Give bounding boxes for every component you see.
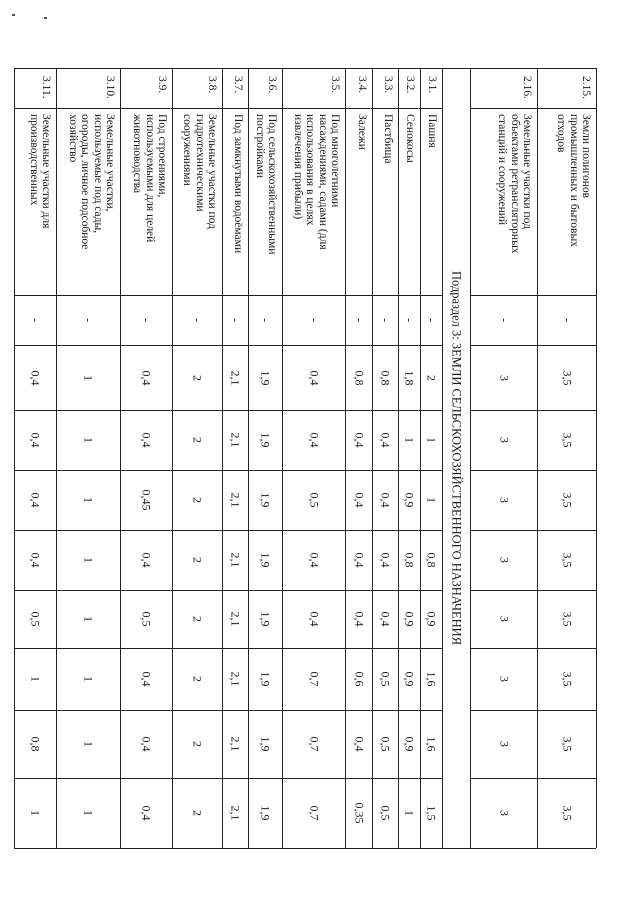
row-name-line: Пашня [426, 114, 438, 148]
table-cell-value: 0,45 [139, 489, 154, 511]
row-separator-line [14, 68, 15, 848]
row-number: 3.2. [404, 76, 416, 94]
row-number: 3.9. [156, 76, 168, 94]
table-cell-value: 2,1 [228, 611, 243, 627]
row-number: 3.3. [382, 76, 394, 94]
row-name-line: станций и сооружений [496, 114, 508, 226]
table-cell-value: 0,4 [139, 370, 154, 385]
table-cell-value: 3,5 [560, 736, 574, 752]
row-name-line: Под замкнутыми водоёмами [232, 114, 244, 254]
table-cell-value: 3,5 [560, 611, 574, 627]
table-cell-value: 3,5 [560, 805, 574, 821]
column-separator-line [470, 648, 596, 649]
table-cell-value: 0,4 [352, 492, 366, 508]
row-name-line: используемыми для целей [143, 114, 156, 243]
table-cell-value: 0,4 [28, 432, 43, 448]
row-separator-line [372, 68, 373, 848]
row-separator-line [442, 68, 443, 848]
row-separator-line [56, 68, 57, 848]
column-separator-line [470, 778, 596, 779]
row-name-line: гидротехническими [193, 114, 206, 212]
row-name-line: объектами ретрансляторных [508, 114, 521, 254]
table-cell-value: 0,4 [139, 736, 154, 752]
column-separator-line [14, 345, 442, 346]
table-cell-value: - [28, 318, 43, 322]
table-cell-value: - [228, 318, 243, 322]
table-cell-value: 3 [497, 810, 511, 816]
table-cell-value: 0,4 [352, 611, 366, 627]
table-cell-value: 1 [81, 557, 96, 563]
table-cell-value: 2 [190, 437, 205, 443]
table-cell-value: 2 [190, 557, 205, 563]
table-cell-value: 0,4 [378, 492, 393, 508]
row-name-line: животноводства [131, 114, 143, 194]
row-name-line: насаждениями, садами (для [316, 114, 329, 250]
table-cell-value: 0,5 [378, 805, 393, 821]
table-cell-value: 1,6 [424, 736, 439, 752]
row-name-line: огороды, личное подсобное [79, 114, 91, 250]
table-cell-value: 0,4 [352, 552, 366, 568]
table-cell-value: 2 [190, 497, 205, 503]
table-cell-value: 1 [81, 616, 96, 622]
row-number: 3.1. [426, 76, 438, 94]
table-cell-value: 0,4 [307, 611, 321, 627]
row-number: 2.16. [521, 76, 533, 99]
table-cell-value: 1 [81, 374, 96, 381]
column-separator-line [470, 710, 596, 711]
table-cell-value: 1,9 [258, 370, 273, 385]
table-cell-value: - [258, 318, 273, 322]
row-name-line: Земельные участки под [206, 114, 218, 229]
table-cell-value: 3,5 [560, 370, 574, 385]
table-cell-value: 2,1 [228, 736, 243, 752]
table-cell-value: 1,9 [258, 671, 273, 687]
column-separator-line [14, 530, 442, 531]
row-name-line: сооружениями [181, 114, 193, 186]
table-cell-value: 0,4 [378, 432, 393, 448]
row-number: 2.15. [580, 76, 592, 99]
table-cell-value: - [307, 318, 321, 322]
row-separator-line [172, 68, 173, 848]
table-cell-value: - [560, 318, 574, 322]
column-separator-line [14, 590, 442, 591]
table-cell-value: 0,4 [352, 432, 366, 448]
row-name-line: хозяйство [66, 114, 79, 163]
table-cell-value: 3,5 [560, 432, 574, 448]
table-cell-value: - [497, 318, 511, 322]
table-cell-value: 3,5 [560, 492, 574, 508]
table-cell-value: 1 [28, 810, 43, 816]
column-separator-line [470, 345, 596, 346]
table-cell-value: 0,4 [378, 611, 393, 627]
table-cell-value: 0,8 [402, 552, 417, 568]
table-cell-value: 1,9 [258, 432, 273, 448]
table-cell-value: 0,5 [307, 492, 321, 508]
table-cell-value: 3,5 [560, 671, 574, 687]
table-cell-value: 3,5 [560, 552, 574, 568]
table-cell-value: 0,4 [307, 432, 321, 448]
table-cell-value: 3 [497, 497, 511, 503]
row-separator-line [282, 68, 283, 848]
table-cell-value: - [81, 318, 96, 322]
table-cell-value: - [139, 318, 154, 322]
table-cell-value: - [424, 318, 439, 322]
table-cell-value: 3 [497, 616, 511, 622]
column-separator-line [14, 648, 442, 649]
row-name-line: использования в целях [304, 114, 316, 226]
scan-speck [44, 17, 47, 19]
table-cell-value: 0,9 [402, 492, 417, 508]
table-cell-value: - [402, 318, 417, 322]
row-number: 3.6. [266, 76, 278, 94]
table-cell-value: 1 [81, 497, 96, 503]
row-separator-line [398, 68, 399, 848]
table-cell-value: 0,9 [402, 611, 417, 627]
column-separator-line [14, 108, 442, 109]
table-cell-value: 2 [190, 616, 205, 622]
table-cell-value: 0,4 [28, 492, 43, 508]
scan-speck [12, 14, 15, 16]
row-separator-line [222, 68, 223, 848]
table-cell-value: 0,4 [307, 552, 321, 568]
column-separator-line [14, 778, 442, 779]
table-cell-value: 1,9 [258, 552, 273, 568]
table-cell-value: 2,1 [228, 492, 243, 508]
column-separator-line [470, 410, 596, 411]
table-cell-value: - [190, 318, 205, 322]
column-separator-line [470, 470, 596, 471]
row-number: 3.11. [40, 76, 52, 99]
table-cell-value: 2,1 [228, 552, 243, 568]
table-cell-value: 2,1 [228, 805, 243, 821]
table-cell-value: 0,4 [307, 370, 321, 385]
row-number: 3.7. [232, 76, 244, 94]
table-cell-value: 0,5 [378, 671, 393, 687]
column-separator-line [14, 295, 442, 296]
row-name-line: Пастбища [382, 114, 394, 164]
row-separator-line [120, 68, 121, 848]
table-cell-value: 0,4 [28, 552, 43, 568]
table-cell-value: 2,1 [228, 370, 243, 385]
table-cell-value: - [352, 318, 366, 322]
table-cell-value: 2 [190, 741, 205, 747]
table-cell-value: 1 [81, 676, 96, 682]
table-cell-value: 0,8 [28, 736, 43, 752]
table-cell-value: 0,35 [352, 802, 366, 824]
table-cell-value: 0,7 [307, 736, 321, 752]
table-cell-value: 1 [402, 437, 417, 443]
table-cell-value: 1 [28, 676, 43, 682]
table-cell-value: 1 [81, 437, 96, 443]
table-cell-value: 0,4 [28, 370, 43, 385]
table-cell-value: 1 [424, 497, 439, 503]
row-separator-line [470, 68, 471, 848]
table-cell-value: 0,5 [28, 611, 43, 627]
row-separator-line [248, 68, 249, 848]
table-cell-value: 3 [497, 437, 511, 443]
column-separator-line [14, 410, 442, 411]
table-cell-value: 0,4 [139, 671, 154, 687]
row-name-line: используемые под сады, [91, 114, 104, 234]
table-cell-value: 0,7 [307, 805, 321, 821]
row-name-line: Залежи [356, 114, 368, 150]
table-cell-value: 2 [190, 676, 205, 682]
table-cell-value: 0,4 [378, 552, 393, 568]
row-name-line: промышленных и бытовых [567, 114, 580, 247]
table-cell-value: 1 [81, 741, 96, 747]
table-cell-value: 0,4 [139, 805, 154, 821]
table-cell-value: 1,6 [424, 671, 439, 687]
table-cell-value: 1,9 [258, 805, 273, 821]
column-separator-line [470, 530, 596, 531]
table-cell-value: 2,1 [228, 671, 243, 687]
table-cell-value: 0,9 [424, 611, 439, 627]
row-name-line: Земельные участки для [40, 114, 52, 229]
table-cell-value: 0,4 [139, 432, 154, 448]
table-cell-value: 0,7 [307, 671, 321, 687]
table-cell-value: 1,5 [424, 805, 439, 821]
row-name-line: постройками [253, 114, 266, 179]
table-cell-value: 0,4 [139, 552, 154, 568]
subsection-title: Подраздел 3: ЗЕМЛИ СЕЛЬСКОХОЗЯЙСТВЕННОГО НАЗНАЧЕНИЯ [449, 270, 464, 646]
row-name-line: извлечения прибыли) [291, 114, 304, 220]
table-cell-value: 0,8 [424, 552, 439, 568]
row-name-line: Земли полигонов [580, 114, 592, 199]
row-name-line: отходов [555, 114, 567, 153]
row-number: 3.8. [206, 76, 218, 94]
table-border-line [14, 848, 596, 849]
table-cell-value: 1 [402, 810, 417, 816]
table-cell-value: 0,9 [402, 671, 417, 687]
row-number: 3.10. [104, 76, 116, 99]
table-cell-value: 2,1 [228, 432, 243, 448]
table-cell-value: 3 [497, 374, 511, 381]
table-cell-value: 0,8 [352, 370, 366, 385]
table-cell-value: - [378, 318, 393, 322]
row-separator-line [596, 68, 597, 848]
row-number: 3.4. [356, 76, 368, 94]
table-cell-value: 0,9 [402, 736, 417, 752]
row-name-line: Сенокосы [404, 114, 416, 163]
table-cell-value: 3 [497, 557, 511, 563]
row-number: 3.5. [329, 76, 341, 94]
table-cell-value: 1,9 [258, 611, 273, 627]
table-cell-value: 0,5 [378, 736, 393, 752]
table-cell-value: 2 [190, 374, 205, 381]
table-cell-value: 3 [497, 676, 511, 682]
row-name-line: Под строениями, [156, 114, 168, 198]
table-border-line [14, 68, 596, 69]
table-cell-value: 1 [81, 810, 96, 816]
row-name-line: Под многолетними [329, 114, 341, 208]
table-cell-value: 1 [424, 437, 439, 443]
table-cell-value: 2 [424, 374, 439, 381]
table-cell-value: 0,8 [378, 370, 393, 385]
row-name-line: производственных [27, 114, 40, 206]
column-separator-line [470, 108, 596, 109]
table-cell-value: 2 [190, 810, 205, 816]
table-cell-value: 1,8 [402, 370, 417, 385]
table-cell-value: 1,9 [258, 492, 273, 508]
row-name-line: Под сельскохозяйственными [266, 114, 278, 255]
row-separator-line [537, 68, 538, 848]
column-separator-line [14, 710, 442, 711]
table-cell-value: 1,9 [258, 736, 273, 752]
table-cell-value: 0,6 [352, 671, 366, 687]
table-cell-value: 0,4 [352, 736, 366, 752]
row-name-line: Земельные участки, [104, 114, 116, 212]
column-separator-line [14, 470, 442, 471]
row-separator-line [420, 68, 421, 848]
row-separator-line [345, 68, 346, 848]
row-name-line: Земельные участки под [521, 114, 533, 229]
table-cell-value: 0,5 [139, 611, 154, 627]
column-separator-line [470, 590, 596, 591]
column-separator-line [470, 295, 596, 296]
table-cell-value: 3 [497, 741, 511, 747]
